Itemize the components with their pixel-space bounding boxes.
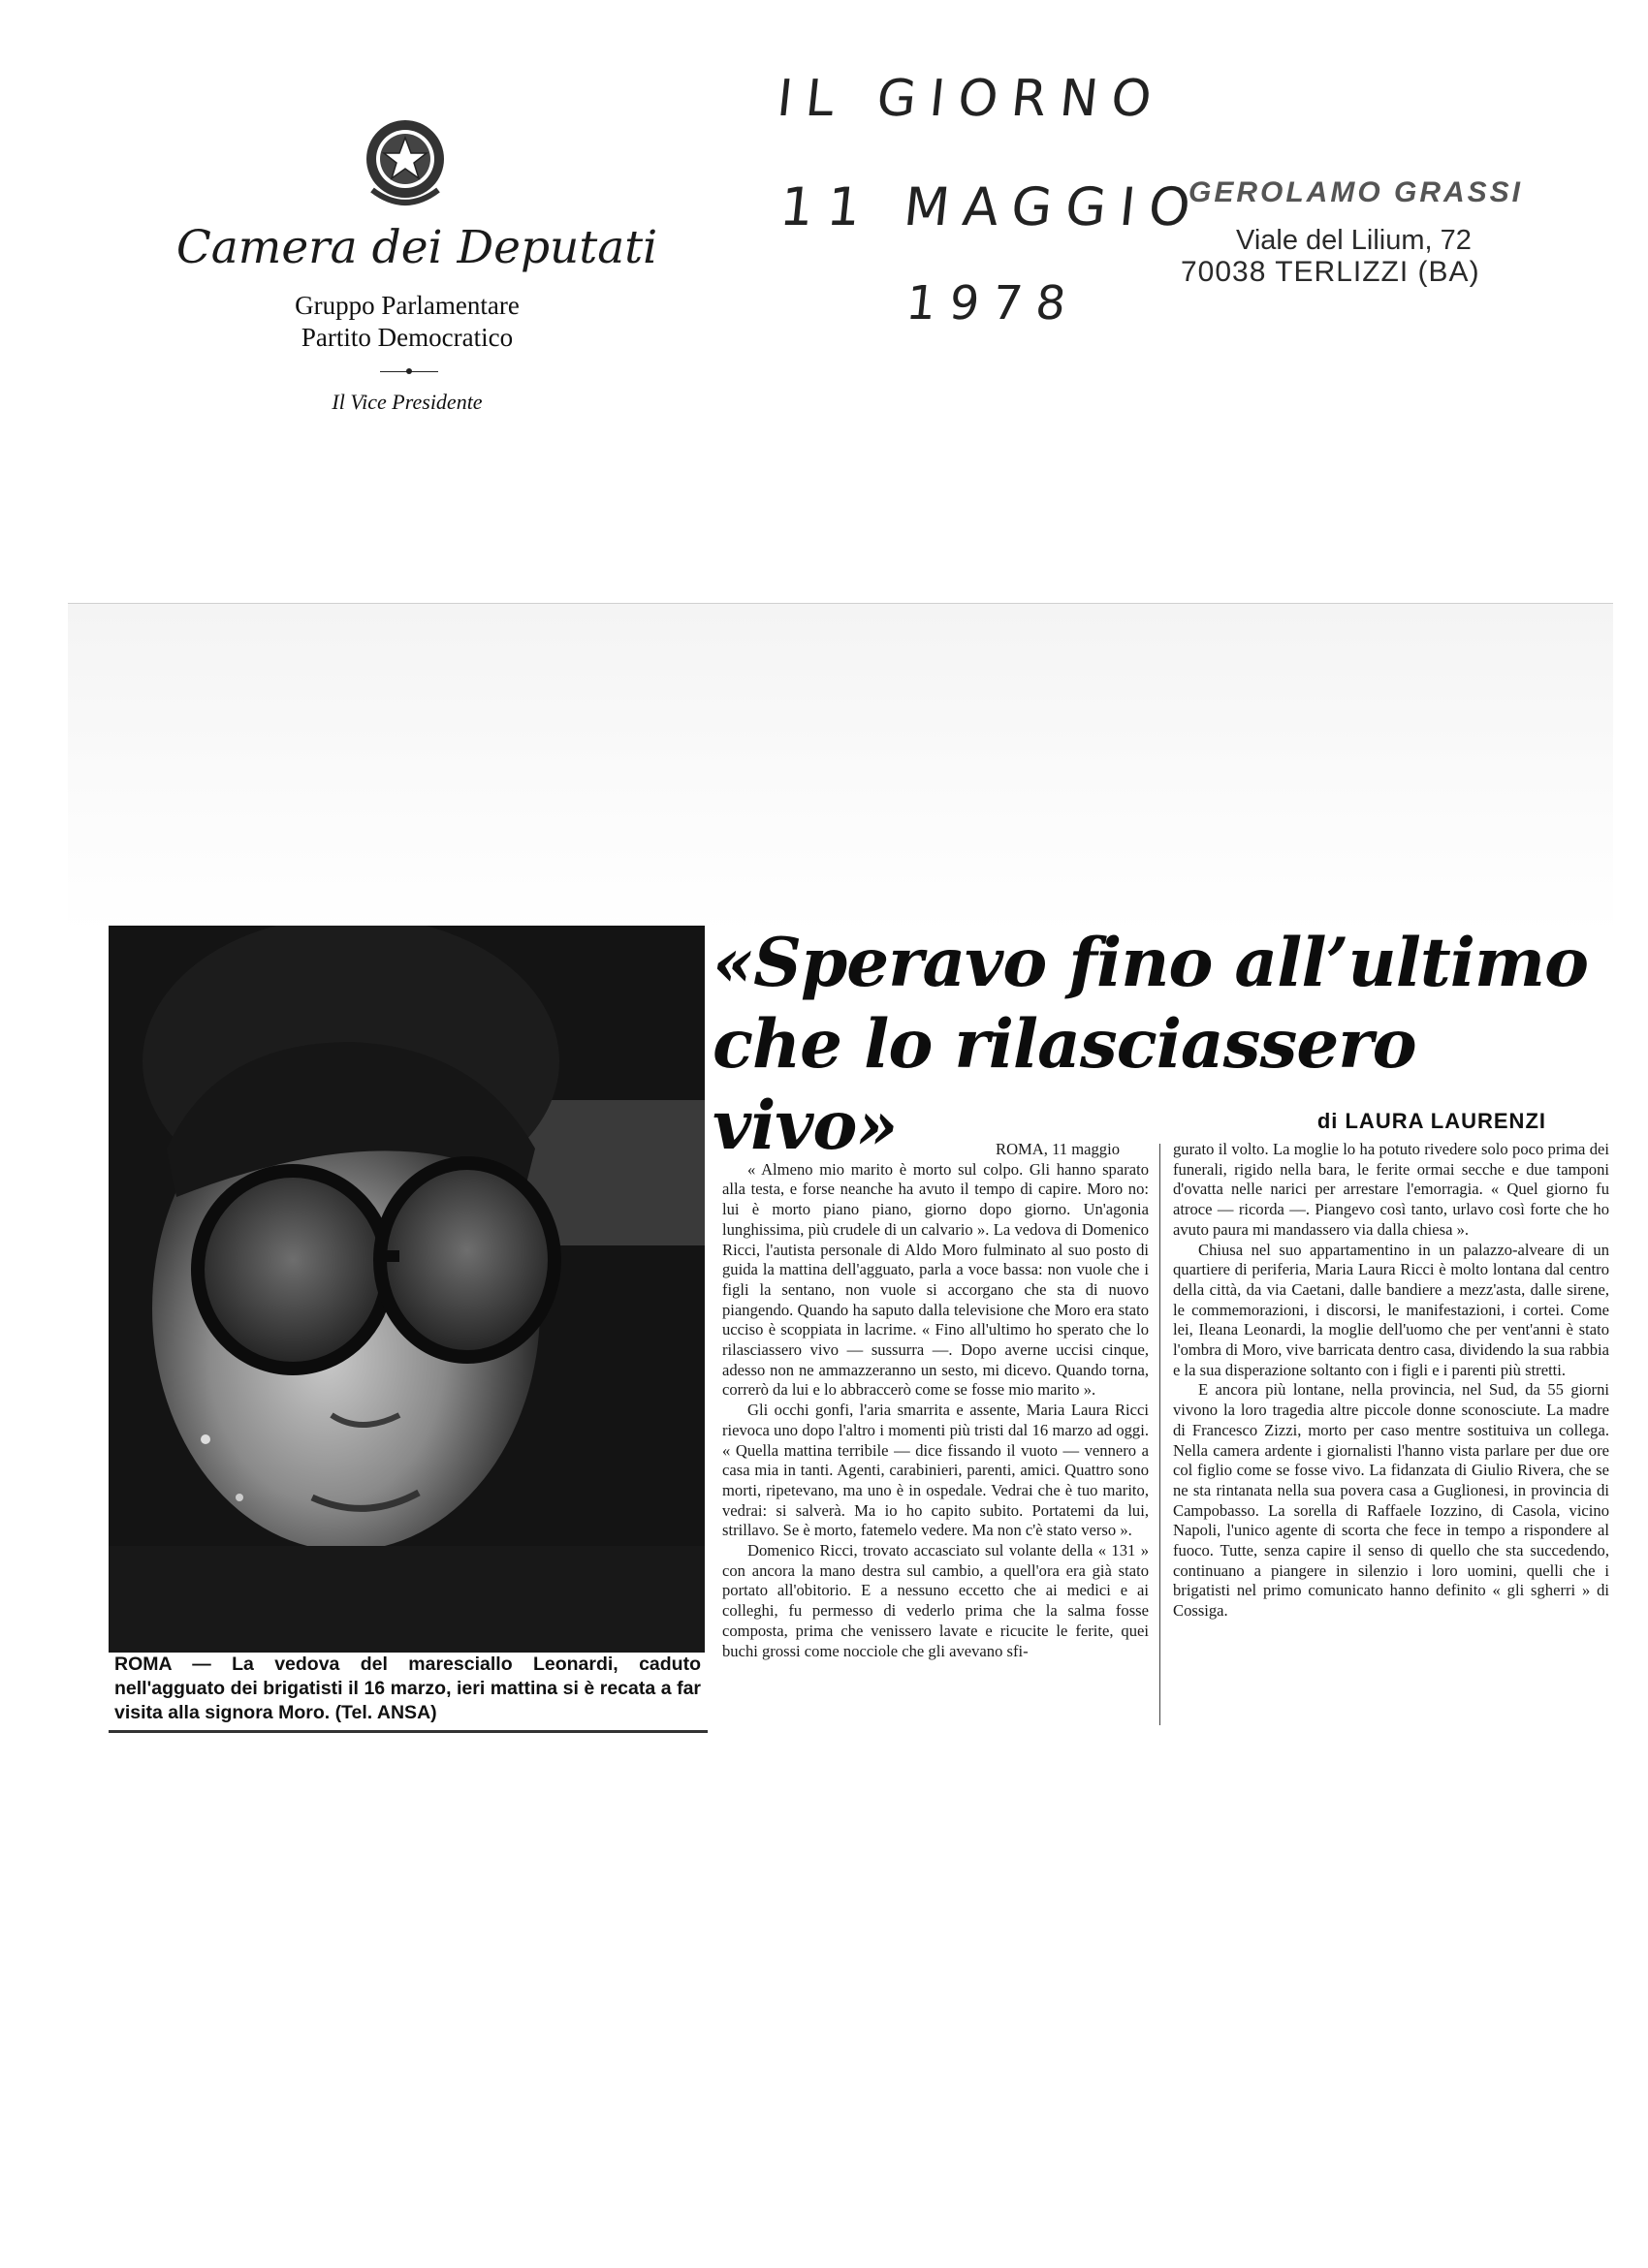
- article-paragraph: E ancora più lontane, nella provincia, nel Sud, da 55 giorni vivono la loro tragedia altre piccole donne sconosciute. La madre di Francesco Zizzi, morto per caso mentre sostituiva un collega. Nella camera ardente i giornalisti l'hanno vista parlare per due ore col figlio come se fosse vivo. La fidanzata di Giulio Rivera, che se ne sta rintanata nella sua povera casa a Guglionesi, in provincia di Campobasso. La sorella di Raffaele Iozzino, di Casola, vicino Napoli, l'unico agente di scorta che fece in tempo a rispondere al fuoco. Tutte, senza capire il senso di quello che sta succedendo, continuano a piangere in silenzio i loro uomini, quelli che i brigatisti nel primo comunicato hanno definito « gli sgherri » di Cossiga.: [1173, 1380, 1609, 1621]
- handwritten-newspaper: IL GIORNO: [774, 70, 1168, 128]
- scan-background: [68, 604, 1613, 933]
- clipping-bottom-rule: [109, 1730, 708, 1733]
- article-dateline: ROMA, 11 maggio: [996, 1140, 1120, 1158]
- article-paragraph: Chiusa nel suo appartamentino in un palazzo-alveare di un quartiere di periferia, Maria Laura Ricci è molto lontana dal centro della città, da via Caetani, dalle bandiere a mezz'asta, dalle sirene, le commemorazioni, i discorsi, le manifestazioni, i cortei. Come lei, Ileana Leonardi, la moglie dell'uomo che per vent'anni è stato l'ombra di Moro, vive barricata dentro casa, dividendo la sua rabbia e la sua disperazione soltanto con i figli e i parenti più stretti.: [1173, 1240, 1609, 1379]
- article-paragraph: « Almeno mio marito è morto sul colpo. Gli hanno sparato alla testa, e forse neanche ha avuto il tempo di capire. Moro no: lui è morto piano piano, giorno dopo giorno. Un'agonia lunghissima, più crudele di un calvario ». La vedova di Domenico Ricci, l'autista personale di Aldo Moro fulminato al suo posto di guida la mattina dell'agguato, parla a voce bassa: non vuole che i figli la sentano, non vuole si accorgano che sta di nuovo piangendo. Quando ha saputo dalla televisione che Moro era stato ucciso è scoppiata in lacrime. « Fino all'ultimo ho sperato che lo rilasciassero vivo — sussurra —. Dopo averne uccisi cinque, adesso non ne ammazzeranno un sesto, mi dicevo. Quando torna, correrò da lui e lo abbraccerò come se fosse mio marito ».: [722, 1159, 1149, 1400]
- article-byline: di LAURA LAURENZI: [1316, 1109, 1546, 1133]
- news-photo: [109, 926, 705, 1653]
- headline-line-1: «Speravo fino all’ultimo: [713, 924, 1589, 1002]
- column-divider: [1159, 1144, 1160, 1725]
- stamp-name: GEROLAMO GRASSI: [1188, 176, 1524, 208]
- letterhead-chamber: Camera dei Deputati: [175, 221, 658, 274]
- article-column-2: [1173, 1140, 1609, 1622]
- article-paragraph: gurato il volto. La moglie lo ha potuto rivedere solo poco prima dei funerali, rigido nella bara, le ferite ormai secche e due tamponi d'ovatta nelle narici per arrestare l'emorragia. « Quel giorno fu atroce — ricorda —. Piangevo così tanto, urlavo così forte che ho avuto paura mi mandassero via dalla chiesa ».: [1173, 1140, 1609, 1239]
- letterhead-separator-dot: [406, 368, 412, 374]
- photo-caption: ROMA — La vedova del maresciallo Leonardi, caduto nell'agguato dei brigatisti il 16 marzo, ieri mattina si è recata a far visita alla signora Moro. (Tel. ANSA): [114, 1654, 701, 1723]
- stamp-city: 70038 TERLIZZI (BA): [1181, 256, 1480, 288]
- article-paragraph: Gli occhi gonfi, l'aria smarrita e assente, Maria Laura Ricci rievoca uno dopo l'altro i momenti più tristi dal 16 marzo ad oggi. « Quella mattina terribile — dice fissando il vuoto — vennero a casa mia in tanti. Agenti, carabinieri, parenti, amici. Quattro sono morti, ripetevano, ma uno è in ospedale. Vedrai che è tuo marito, vedrai: si salverà. Ma io ho capito subito. Portatemi da lui, strillavo. Se è morto, fatemelo vedere. Ma non c'è stato verso ».: [722, 1401, 1149, 1540]
- article-column-1: [722, 1140, 1149, 1661]
- letterhead-party: Partito Democratico: [301, 323, 514, 352]
- letterhead-role: Il Vice Presidente: [332, 390, 483, 414]
- handwritten-year: 1978: [903, 276, 1083, 331]
- italian-republic-emblem: [359, 114, 452, 217]
- headline-line-2: che lo rilasciassero vivo»: [713, 1005, 1416, 1165]
- stamp-address: Viale del Lilium, 72: [1236, 225, 1472, 256]
- letterhead-group: Gruppo Parlamentare: [295, 291, 520, 320]
- handwritten-date: 11 MAGGIO: [776, 176, 1207, 237]
- article-paragraph: Domenico Ricci, trovato accasciato sul volante della « 131 » con ancora la mano destra sul cambio, a quell'ora era già stato portato all'obitorio. E a nessuno eccetto che ai medici e ai colleghi, fu permesso di vederlo prima che la salma fosse composta, prima che venissero lavate e ricucite le ferite, quei buchi grossi come nocciole che gli avevano sfi-: [722, 1541, 1149, 1660]
